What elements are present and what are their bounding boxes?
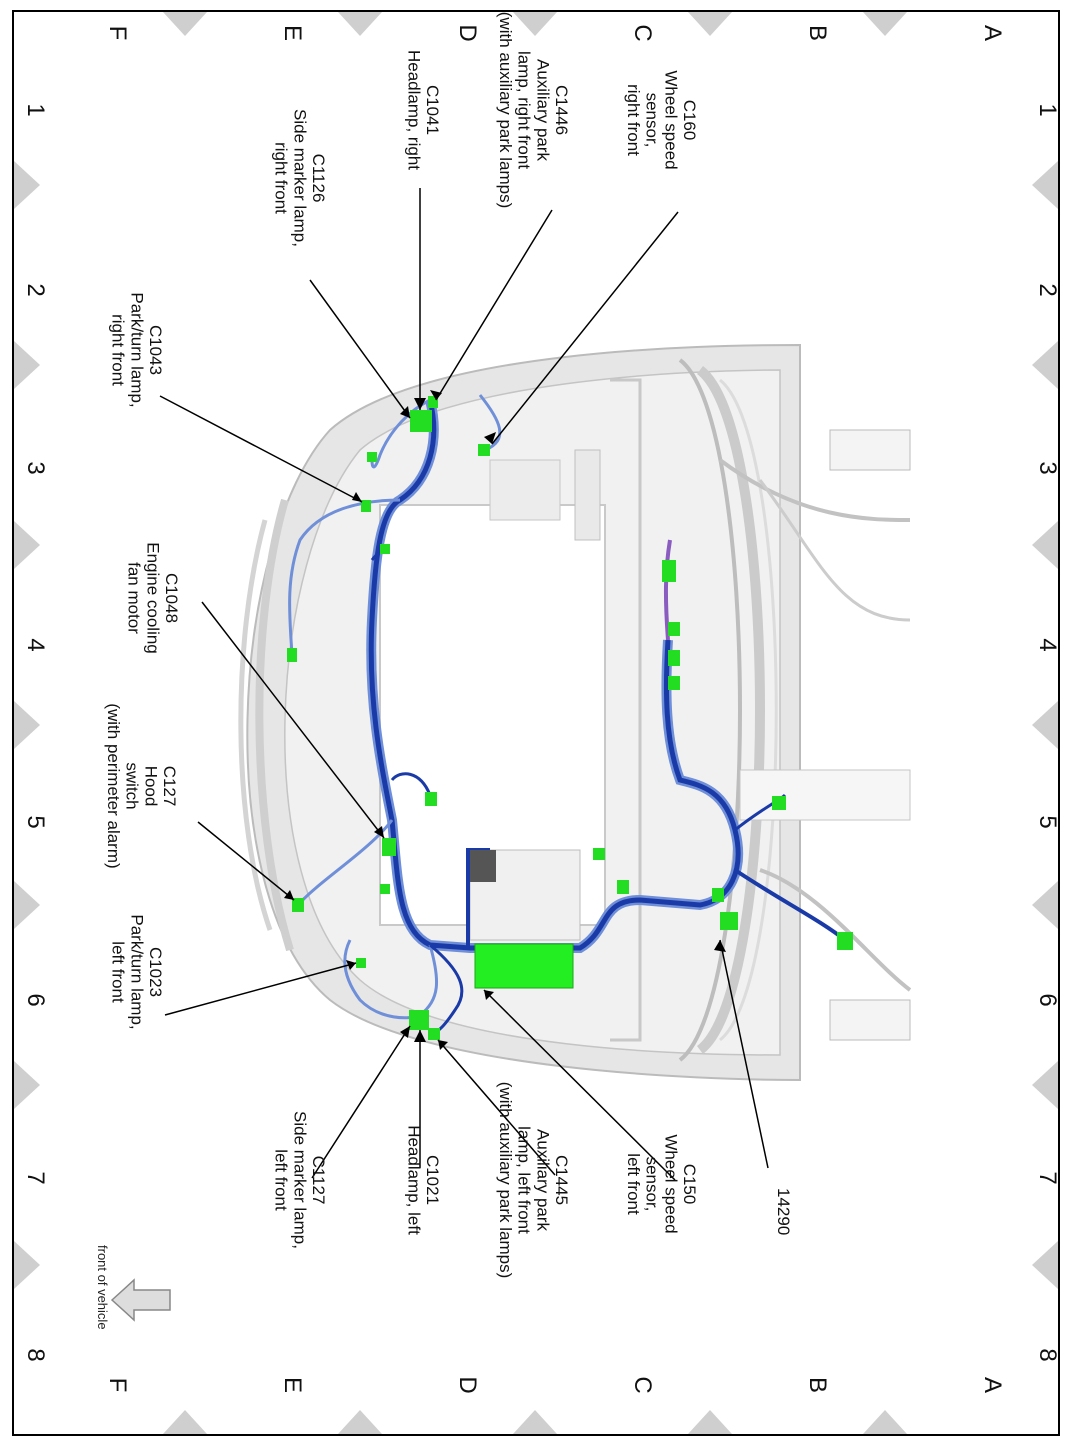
callout-line: Engine cooling — [143, 542, 163, 654]
harness-number-label: 14290 — [774, 1188, 793, 1236]
callout-line: C127 — [160, 765, 179, 807]
grid-row-label-top: A — [979, 24, 1006, 42]
vehicle-front-end — [241, 345, 910, 1080]
callout-line: C1023 — [146, 946, 165, 998]
connector-c160 — [478, 444, 490, 456]
connector-misc-8 — [720, 912, 738, 930]
connector-misc-5 — [593, 848, 605, 860]
connector-misc-1 — [380, 544, 390, 554]
callout-line: sensor, — [642, 1156, 662, 1212]
grid-col-label-right: 8 — [1034, 1348, 1061, 1362]
callout-line: sensor, — [642, 92, 662, 148]
callout-c1021 — [404, 1125, 442, 1235]
border-triangle — [513, 12, 557, 36]
callout-line: left front — [623, 1153, 643, 1215]
grid-col-label-right: 4 — [1034, 638, 1061, 652]
callout-line: Headlamp, right — [404, 49, 424, 171]
connector-misc-11 — [662, 560, 676, 582]
callout-line: C160 — [680, 99, 699, 141]
callout-line: Park/turn lamp, — [127, 292, 147, 408]
front-arrow-icon — [112, 1280, 170, 1320]
grid-col-label-left: 8 — [22, 1348, 49, 1362]
callout-line: C1445 — [552, 1154, 571, 1206]
border-triangle — [1032, 341, 1058, 389]
fuse-junction-box — [475, 944, 573, 988]
grid-row-label-top: D — [454, 24, 481, 42]
border-triangle — [14, 341, 40, 389]
border-triangle — [14, 521, 40, 569]
border-triangle — [163, 12, 207, 36]
callout-line: C1041 — [423, 84, 442, 136]
callout-c127 — [104, 703, 179, 868]
connector-misc-4 — [380, 884, 390, 894]
callout-line: lamp, right front — [514, 50, 534, 170]
connector-c1043 — [361, 500, 371, 512]
callout-c1041 — [404, 50, 442, 170]
border-triangle — [1032, 521, 1058, 569]
callout-c1126 — [272, 109, 328, 247]
callout-line: right front — [623, 84, 643, 156]
connector-misc-9 — [837, 932, 853, 950]
callout-c1043 — [109, 292, 165, 407]
border-triangle — [863, 1410, 907, 1434]
connector-c1126 — [367, 452, 377, 462]
connector-misc-10 — [772, 796, 786, 810]
border-triangle — [863, 12, 907, 36]
border-triangle — [688, 12, 732, 36]
callout-line: C1048 — [162, 572, 181, 624]
callout-c1023 — [109, 914, 165, 1029]
border-triangle — [14, 881, 40, 929]
grid-row-label-bottom: C — [629, 1376, 656, 1394]
connector-misc-7 — [712, 888, 724, 902]
connector-misc-14 — [668, 676, 680, 690]
callout-c1445 — [496, 1082, 571, 1279]
grid-row-label-top: E — [279, 24, 306, 42]
callout-line: C1446 — [552, 84, 571, 136]
grid-col-label-left: 6 — [22, 993, 49, 1007]
grid-row-label-bottom: D — [454, 1376, 481, 1394]
grid-col-label-right: 5 — [1034, 815, 1061, 829]
callout-line: C1043 — [146, 324, 165, 376]
border-triangle — [513, 1410, 557, 1434]
callout-line: switch — [122, 762, 142, 810]
grid-row-label-top: B — [804, 24, 831, 42]
callout-line: right front — [108, 314, 128, 386]
callout-line: left front — [271, 1149, 291, 1211]
grid-col-label-right: 3 — [1034, 461, 1061, 475]
grid-col-label-right: 1 — [1034, 103, 1061, 117]
callout-line: (with auxiliary park lamps) — [495, 11, 515, 209]
grid-col-label-left: 5 — [22, 815, 49, 829]
border-triangle — [1032, 881, 1058, 929]
callout-line: fan motor — [124, 562, 144, 634]
callout-line: right front — [271, 142, 291, 214]
callout-c1048 — [125, 542, 181, 654]
grid-row-label-top: C — [629, 24, 656, 42]
border-triangle — [14, 701, 40, 749]
grid-col-label-right: 7 — [1034, 1171, 1061, 1185]
callout-line: Headlamp, left — [404, 1125, 424, 1235]
grid-row-label-bottom: A — [979, 1376, 1006, 1394]
callout-line: (with perimeter alarm) — [103, 703, 123, 869]
callout-line: left front — [108, 941, 128, 1003]
border-triangle — [1032, 1241, 1058, 1289]
callout-line: Auxiliary park — [533, 58, 553, 162]
grid-col-label-right: 6 — [1034, 993, 1061, 1007]
grid-col-label-right: 2 — [1034, 283, 1061, 297]
connector-misc-13 — [668, 650, 680, 666]
grid-row-label-top: F — [104, 25, 131, 41]
callout-line: (with auxiliary park lamps) — [495, 1081, 515, 1279]
callout-line: C150 — [680, 1163, 699, 1205]
grid-row-label-bottom: F — [104, 1377, 131, 1393]
callout-c1127 — [272, 1111, 328, 1249]
callout-line: Wheel speed — [661, 70, 681, 170]
border-triangle — [1032, 1061, 1058, 1109]
border-triangle — [14, 1061, 40, 1109]
module-dark — [470, 850, 496, 882]
callout-c160 — [624, 70, 699, 169]
front-of-vehicle-label: front of vehicle — [95, 1245, 110, 1330]
callout-line: lamp, left front — [514, 1126, 534, 1234]
connector-c1445 — [428, 1028, 440, 1040]
callout-line: Auxiliary park — [533, 1128, 553, 1232]
callout-line: Wheel speed — [661, 1134, 681, 1234]
border-triangle — [14, 161, 40, 209]
grid-col-label-left: 4 — [22, 638, 49, 652]
connector-c1021 — [409, 1010, 429, 1030]
connector-c1041 — [410, 410, 432, 432]
callout-line: Side marker lamp, — [290, 1111, 310, 1249]
callout-line: C1127 — [309, 1155, 328, 1205]
connector-misc-2 — [287, 648, 297, 662]
callout-line: C1126 — [309, 153, 328, 203]
grid-col-label-left: 7 — [22, 1171, 49, 1185]
border-triangle — [338, 12, 382, 36]
grid-col-label-left: 1 — [22, 103, 49, 117]
grid-row-label-bottom: B — [804, 1376, 831, 1394]
callout-c150 — [624, 1134, 699, 1233]
callout-line: Park/turn lamp, — [127, 914, 147, 1030]
callout-line: Side marker lamp, — [290, 109, 310, 247]
callout-line: C1021 — [423, 1154, 442, 1206]
border-triangle — [1032, 161, 1058, 209]
grid-col-label-left: 3 — [22, 461, 49, 475]
border-triangle — [338, 1410, 382, 1434]
connector-misc-6 — [617, 880, 629, 894]
connector-misc-3 — [425, 792, 437, 806]
callout-c1446 — [496, 12, 571, 209]
connector-c1023 — [356, 958, 366, 968]
border-triangle — [163, 1410, 207, 1434]
border-triangle — [14, 1241, 40, 1289]
grid-row-label-bottom: E — [279, 1376, 306, 1394]
border-triangle — [1032, 701, 1058, 749]
connector-misc-12 — [668, 622, 680, 636]
callout-line: Hood — [141, 765, 161, 807]
grid-col-label-left: 2 — [22, 283, 49, 297]
border-triangle — [688, 1410, 732, 1434]
connector-c1048 — [382, 838, 396, 856]
